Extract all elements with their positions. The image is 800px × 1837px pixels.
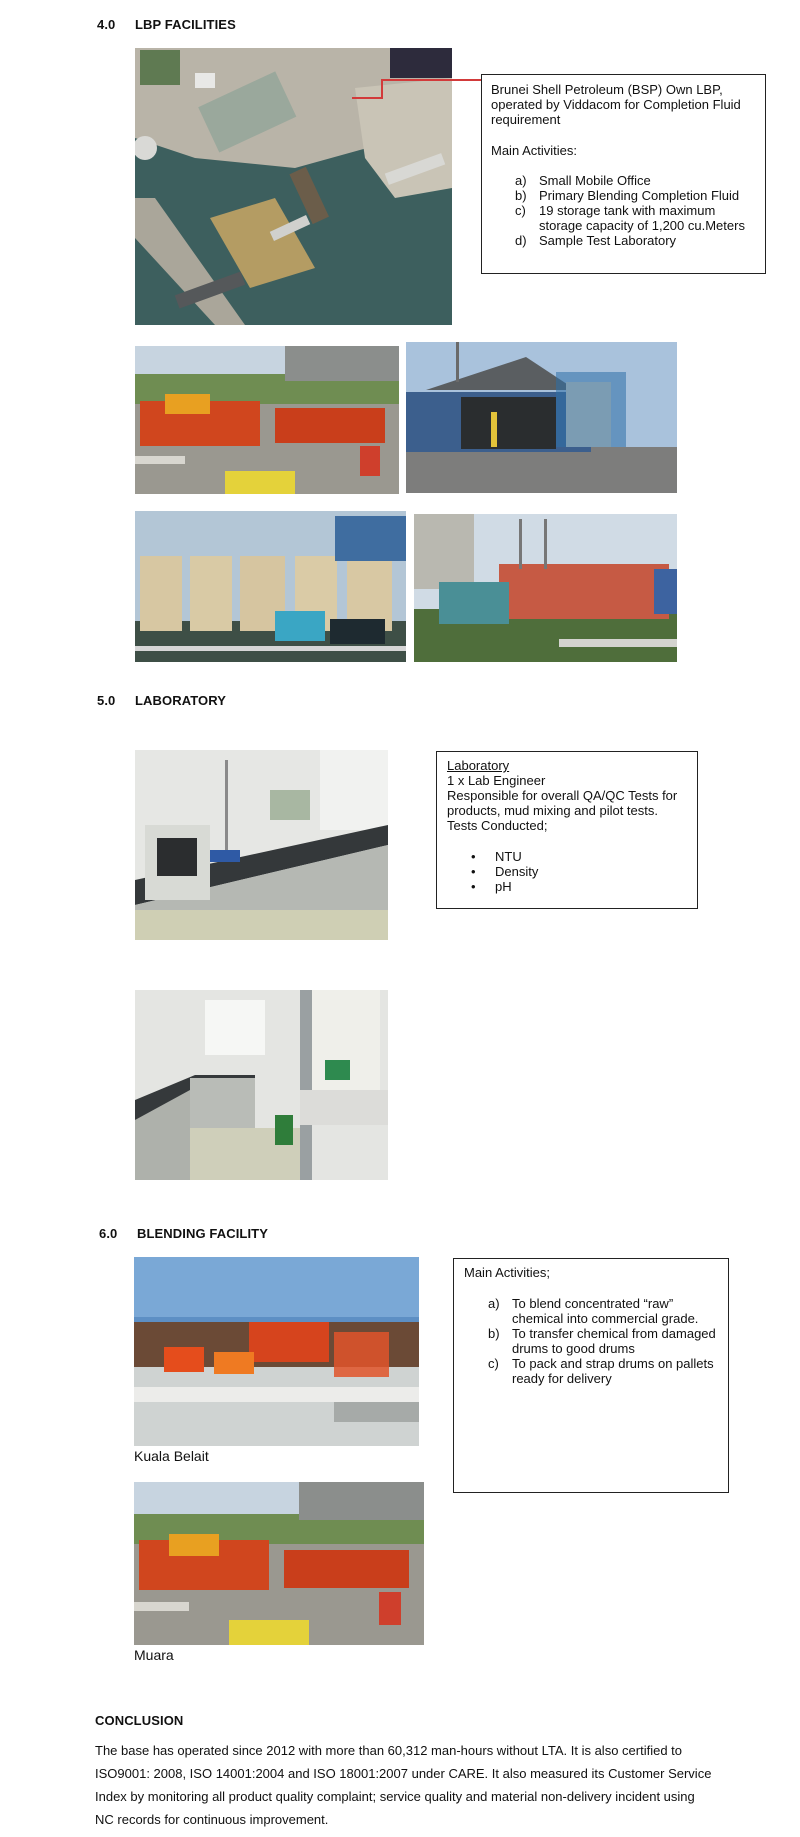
storage-tanks-photo [135,511,406,662]
list-text: Small Mobile Office [539,173,651,188]
lbp-activities-list [515,173,756,248]
conclusion-paragraph: The base has operated since 2012 with more than 60,312 man-hours without LTA. It is also certified to ISO9001: 2008, ISO 14001:2004 and ISO 18001:2007 under CARE. It also measured its Customer Service Index by monitoring all product quality complaint; service quality and material non-delivery incident using NC records for continuous improvement. [95,1743,712,1827]
list-item [515,173,756,188]
list-item [488,1356,718,1386]
section-number: 6.0 [99,1226,118,1241]
lbp-info-box [481,74,766,274]
list-marker: b) [488,1326,500,1341]
conclusion-heading: CONCLUSION [95,1713,184,1728]
lbp-activities-heading: Main Activities: [491,143,577,158]
list-marker: c) [515,203,526,218]
lab-room-photo [135,990,388,1180]
bullet: • [471,879,476,894]
laboratory-line: Tests Conducted; [447,818,548,833]
list-item [488,1326,718,1356]
muara-photo [134,1482,424,1645]
caption-kuala-belait: Kuala Belait [134,1448,209,1464]
caption-muara: Muara [134,1647,174,1663]
tests-list [471,849,687,894]
list-marker: b) [515,188,527,203]
pointer-line [350,60,485,110]
blending-activities-list [488,1296,718,1386]
list-item [515,188,756,203]
section-title: BLENDING FACILITY [137,1226,268,1241]
list-item [471,849,687,864]
list-marker: d) [515,233,527,248]
list-marker: a) [488,1296,500,1311]
section-heading-lbp [97,17,236,32]
lbp-intro: Brunei Shell Petroleum (BSP) Own LBP, operated by Viddacom for Completion Fluid requirement [491,82,741,127]
section-number: 5.0 [97,693,116,708]
list-marker: c) [488,1356,499,1371]
bullet: • [471,849,476,864]
list-item [471,864,687,879]
list-text: To blend concentrated “raw” chemical into commercial grade. [512,1296,699,1326]
laboratory-line: Responsible for overall QA/QC Tests for products, mud mixing and pilot tests. [447,788,678,818]
list-text: 19 storage tank with maximum storage capacity of 1,200 cu.Meters [539,203,745,233]
blending-yard-photo [135,346,399,494]
list-marker: a) [515,173,527,188]
list-text: Primary Blending Completion Fluid [539,188,740,203]
section-number: 4.0 [97,17,116,32]
list-item [515,203,756,233]
list-item [488,1296,718,1326]
kuala-belait-photo [134,1257,419,1446]
office-containers-photo [414,514,677,662]
laboratory-info-box [436,751,698,909]
list-text: Density [495,864,539,879]
section-heading-laboratory [97,693,226,708]
laboratory-line: 1 x Lab Engineer [447,773,546,788]
blending-activities-heading: Main Activities; [464,1265,550,1280]
section-title: LABORATORY [135,693,227,708]
list-item [471,879,687,894]
list-item [515,233,756,248]
list-text: Sample Test Laboratory [539,233,677,248]
list-text: pH [495,879,512,894]
list-text: NTU [495,849,522,864]
bullet: • [471,864,476,879]
storage-shed-photo [406,342,677,493]
laboratory-box-title: Laboratory [447,758,510,773]
section-heading-blending [99,1226,268,1241]
list-text: To pack and strap drums on pallets ready for delivery [512,1356,714,1386]
blending-info-box [453,1258,729,1493]
list-text: To transfer chemical from damaged drums to good drums [512,1326,716,1356]
lab-oven-photo [135,750,388,940]
section-title: LBP FACILITIES [135,17,236,32]
